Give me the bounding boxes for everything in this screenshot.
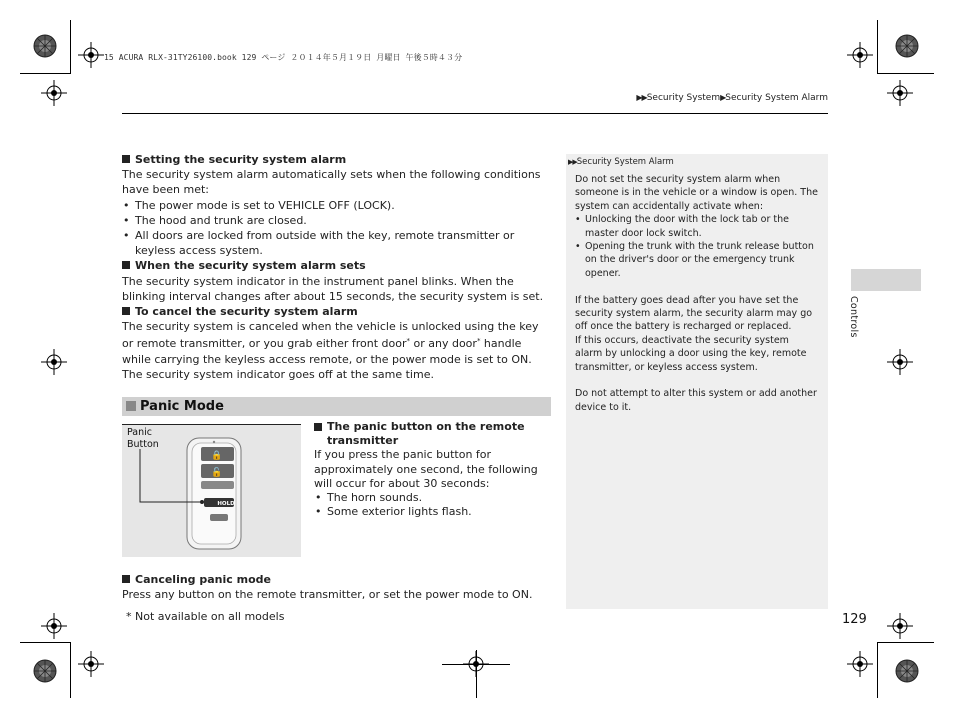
setting-intro: The security system alarm automatically sets when the following conditions have been met:	[122, 168, 541, 197]
footnote-marker[interactable]: *	[406, 337, 410, 346]
list-item: • Some exterior lights flash.	[314, 505, 554, 519]
list-item: • Unlocking the door with the lock tab or the master door lock switch.	[575, 213, 819, 240]
panic-button-description	[314, 420, 554, 519]
list-item: • Opening the trunk with the trunk release button on the driver's door or the emergency trunk opener.	[575, 240, 819, 280]
heading-panic-button: The panic button on the remote transmitter	[314, 420, 554, 448]
breadcrumb-arrows: ▶▶	[636, 93, 647, 102]
breadcrumb-item-security-system[interactable]: Security System	[646, 93, 721, 103]
svg-text:🔓: 🔓	[211, 468, 223, 478]
list-item: • All doors are locked from outside with the key, remote transmitter or keyless access system.	[122, 228, 552, 258]
panic-effects-list	[314, 491, 554, 519]
footnote: * Not available on all models	[126, 610, 285, 623]
sidebar-list	[575, 213, 819, 280]
square-bullet-icon	[122, 307, 130, 315]
canceling-panic-text: Press any button on the remote transmitter, or set the power mode to ON.	[122, 588, 533, 602]
printer-slug: 15 ACURA RLX-31TY26100.book 129 ページ ２０１４年５月１９日 月曜日 午後５時４３分	[104, 53, 463, 62]
figure-callout-label: Panic Button	[127, 427, 159, 450]
hold-label: HOLD	[217, 501, 235, 507]
breadcrumb-item-security-system-alarm[interactable]: Security System Alarm	[725, 93, 828, 103]
square-bullet-icon	[122, 155, 130, 163]
chapter-tab[interactable]	[851, 269, 921, 291]
list-item: • The power mode is set to VEHICLE OFF (LOCK).	[122, 198, 552, 213]
list-item: • The hood and trunk are closed.	[122, 213, 552, 228]
sidebar-paragraph: Do not set the security system alarm when someone is in the vehicle or a window is open. The system can accidentally activate when:	[575, 174, 818, 212]
sidebar-note	[566, 154, 828, 609]
list-item: • The horn sounds.	[314, 491, 554, 505]
square-bullet-icon	[122, 575, 130, 583]
footnote-marker[interactable]: *	[476, 337, 481, 346]
when-sets-text: The security system indicator in the instrument panel blinks. When the blinking interval changes after about 15 seconds, the security system is set.	[122, 274, 544, 303]
panic-text: If you press the panic button for approximately one second, the following will occur for about 30 seconds:	[314, 448, 538, 490]
breadcrumb	[636, 93, 828, 103]
heading-canceling-panic: Canceling panic mode	[122, 572, 562, 587]
sidebar-title: ▶▶Security System Alarm	[568, 157, 674, 167]
header-rule	[122, 113, 828, 114]
heading-when-alarm-sets: When the security system alarm sets	[122, 258, 552, 273]
heading-setting-alarm: Setting the security system alarm	[122, 152, 552, 167]
main-content	[122, 152, 552, 382]
cancel-alarm-text: The security system is canceled when the vehicle is unlocked using the key or remote transmitter, or you grab either front door* or any door* handle while carrying the keyless access remote, or the power mode is set to ON. The security system indicator goes off at the same time.	[122, 320, 539, 381]
heading-cancel-alarm: To cancel the security system alarm	[122, 304, 552, 319]
page-number: 129	[842, 612, 867, 627]
remote-transmitter-figure	[122, 424, 301, 557]
square-section-icon	[126, 401, 136, 411]
breadcrumb-separator: ▶	[720, 93, 726, 102]
svg-text:🔒: 🔒	[211, 451, 223, 461]
chapter-tab-label: Controls	[848, 296, 859, 338]
sidebar-paragraph: If the battery goes dead after you have set the security system alarm, the security alarm may go off once the battery is recharged or replaced.	[575, 294, 813, 333]
section-title-panic-mode: Panic Mode	[122, 397, 551, 416]
square-bullet-icon	[122, 261, 130, 269]
key-fob-illustration	[122, 425, 301, 557]
sidebar-paragraph: If this occurs, deactivate the security system alarm by unlocking a door using the key, remote transmitter, or keyless access system.	[575, 334, 807, 373]
sidebar-body	[575, 173, 819, 414]
setting-conditions-list	[122, 198, 552, 259]
sidebar-paragraph: Do not attempt to alter this system or add another device to it.	[575, 388, 817, 413]
canceling-panic-section	[122, 572, 562, 602]
square-bullet-icon	[314, 423, 322, 431]
